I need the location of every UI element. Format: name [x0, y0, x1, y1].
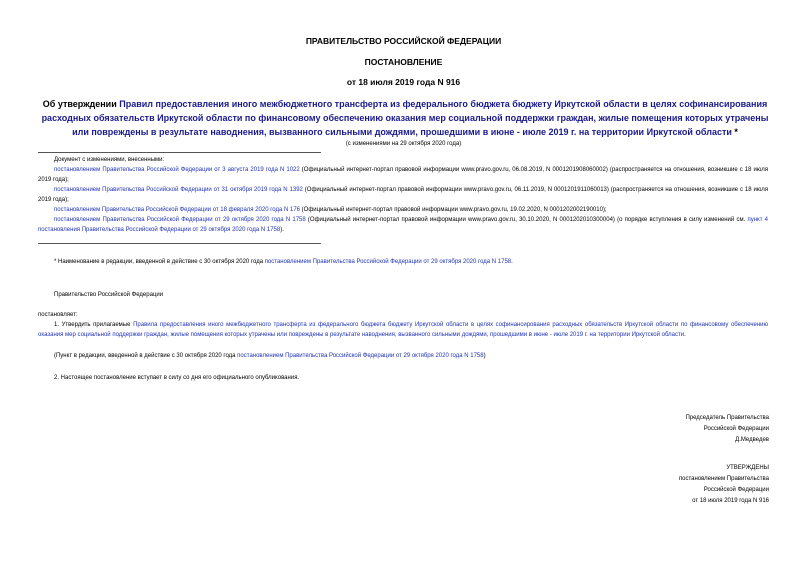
amendment-item: [38, 215, 768, 235]
amendment-item: [38, 165, 768, 185]
amendment-item: [38, 205, 768, 215]
title-link[interactable]: Правил предоставления иного межбюджетного трансферта из федерального бюджета бюджету Иркутской области в целях софинансирования расходных обязательств Иркутской области по финансовому обеспечению оказания мер социальной поддержки граждан, жилые помещения которых утрачены или повреждены в результате наводнения, вызванного сильными дождями, прошедшими в июне - июле 2019 г. на территории Иркутской области: [41, 99, 769, 137]
amendment-text: (Официальный интернет-портал правовой информации www.pravo.gov.ru, 06.08.2019, N 0001201908060002) (распространяется на отношения, возникшие с 18 июля 2019 года);: [38, 167, 768, 183]
footnote-tail: .: [511, 259, 513, 265]
signature-country: Российской Федерации: [703, 426, 769, 432]
approved-country: Российской Федерации: [703, 487, 769, 493]
amendment-text: (Официальный интернет-портал правовой информации www.pravo.gov.ru, 19.02.2020, N 0001202002190010);: [300, 207, 607, 213]
title-suffix: *: [731, 127, 738, 137]
amendment-link[interactable]: постановлением Правительства Российской Федерации от 18 февраля 2020 года N 176: [54, 207, 300, 213]
approved-by: постановлением Правительства: [678, 476, 769, 482]
p1-note-prefix: (Пункт в редакции, введенной в действие с 30 октября 2020 года: [54, 353, 238, 359]
decides-line: постановляет:: [38, 312, 78, 318]
amendment-link[interactable]: постановлением Правительства Российской Федерации от 29 октября 2020 года N 1758: [54, 217, 306, 223]
amendment-tail: ).: [280, 227, 284, 233]
document-title: [40, 97, 770, 139]
amendments-intro: Документ с изменениями, внесенными:: [54, 157, 165, 163]
document-date-number: от 18 июля 2019 года N 916: [346, 77, 461, 87]
amendment-link[interactable]: постановлением Правительства Российской Федерации от 3 августа 2019 года N 1022: [54, 167, 300, 173]
approved-block: [569, 463, 769, 507]
divider-bottom: [38, 243, 321, 244]
signature-title: Председатель Правительства: [685, 415, 769, 421]
p1-note-link[interactable]: постановлением Правительства Российской Федерации от 29 октября 2020 года N 1758: [237, 353, 484, 359]
approved-date: от 18 июля 2019 года N 916: [692, 498, 769, 504]
paragraph-1: [38, 320, 768, 340]
amendment-text: (Официальный интернет-портал правовой информации www.pravo.gov.ru, 06.11.2019, N 0001201911060013) (распространяется на отношения, возникшие с 18 июля 2019 года);: [38, 187, 768, 203]
p1-note-suffix: ): [483, 353, 486, 359]
title-prefix: Об утверждении: [42, 99, 117, 109]
document-type: ПОСТАНОВЛЕНИЕ: [364, 57, 443, 67]
footnote-link[interactable]: постановлением Правительства Российской Федерации от 29 октября 2020 года N 1758: [264, 259, 512, 265]
amendment-text: (Официальный интернет-портал правовой информации www.pravo.gov.ru, 30.10.2020, N 0001202010300004) (о порядке вступления в силу изменений см.: [305, 217, 748, 223]
approved-heading: УТВЕРЖДЕНЫ: [726, 465, 769, 471]
amendment-item: [38, 185, 768, 205]
government-heading: ПРАВИТЕЛЬСТВО РОССИЙСКОЙ ФЕДЕРАЦИИ: [305, 36, 502, 46]
signature-name: Д.Медведев: [735, 437, 769, 443]
footnote: [54, 257, 513, 267]
paragraph-2: 2. Настоящее постановление вступает в силу со дня его официального опубликования.: [54, 375, 300, 381]
amendment-link[interactable]: постановлением Правительства Российской Федерации от 31 октября 2019 года N 1392: [54, 187, 303, 193]
p1-suffix: .: [684, 332, 686, 338]
revision-note: (с изменениями на 29 октября 2020 года): [345, 141, 462, 147]
amendment-link-2[interactable]: пункт 4 постановления Правительства Российской Федерации от 29 октября 2020 года N 1758: [38, 217, 768, 233]
signature-block: [569, 413, 769, 446]
amendments-block: [38, 155, 768, 235]
rules-link[interactable]: Правила предоставления иного межбюджетного трансферта из федерального бюджета бюджету Иркутской области в целях софинансирования расходных обязательств Иркутской области по финансовому обеспечению оказания мер социальной поддержки граждан, жилые помещения которых утрачены или повреждены в результате наводнения, вызванного сильными дождями, прошедшими в июне - июле 2019 г. на территории Иркутской области: [38, 322, 768, 338]
divider-top: [38, 152, 321, 153]
paragraph-1-note: [54, 351, 486, 361]
p1-prefix: 1. Утвердить прилагаемые: [54, 322, 134, 328]
footnote-text: * Наименование в редакции, введенной в действие с 30 октября 2020 года: [54, 259, 265, 265]
government-line: Правительство Российской Федерации: [54, 292, 164, 298]
